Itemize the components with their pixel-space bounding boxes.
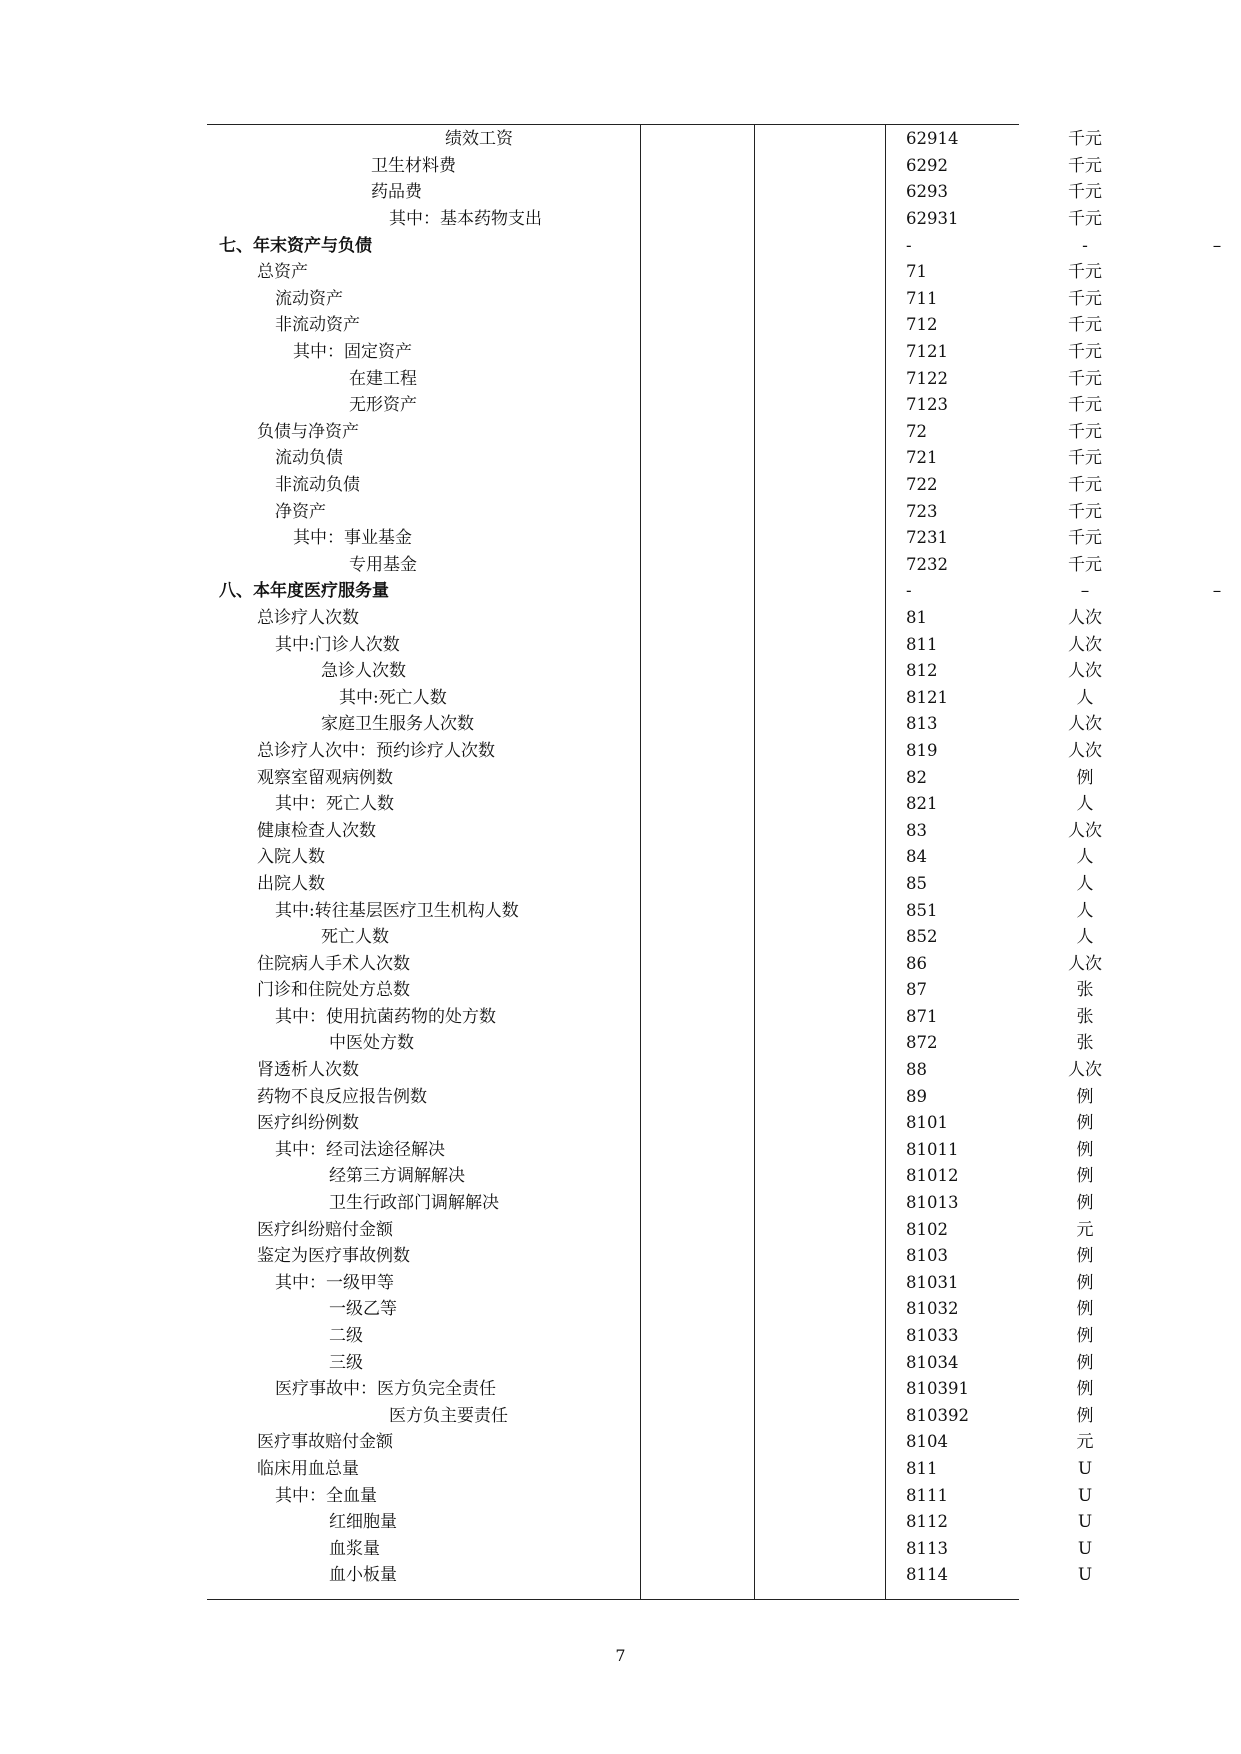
row-name: 净资产 [275, 501, 326, 522]
table-row [207, 339, 1241, 366]
row-extra [1150, 1562, 1241, 1589]
row-unit: 人 [1076, 900, 1094, 921]
row-unit: 千元 [1068, 368, 1102, 389]
table-row [207, 658, 1241, 685]
row-extra [1150, 419, 1241, 446]
table-row [207, 1323, 1241, 1350]
row-extra [1150, 605, 1241, 632]
row-extra [1150, 844, 1241, 871]
row-extra [1150, 977, 1241, 1004]
row-extra [1150, 1190, 1241, 1217]
table-row [207, 552, 1241, 579]
row-extra [1150, 1163, 1241, 1190]
row-code: 62914 [906, 129, 959, 149]
table-row [207, 259, 1241, 286]
row-code: 851 [906, 900, 938, 920]
row-name: 绩效工资 [445, 129, 513, 150]
row-unit: 人 [1076, 687, 1094, 708]
table-row [207, 684, 1241, 711]
row-name: 流动负债 [275, 448, 343, 469]
row-unit: 千元 [1068, 288, 1102, 309]
table-bottom-rule [207, 1599, 1019, 1600]
row-code: 7121 [906, 342, 948, 362]
table-row [207, 1216, 1241, 1243]
row-code: 6293 [906, 182, 948, 202]
row-code: 81012 [906, 1166, 959, 1186]
row-name: 其中:死亡人数 [339, 687, 447, 708]
row-code: 81011 [906, 1139, 959, 1159]
table-row [207, 498, 1241, 525]
table-row [207, 525, 1241, 552]
row-unit: - [1082, 235, 1088, 256]
row-extra [1150, 525, 1241, 552]
row-unit: 人次 [1068, 607, 1102, 628]
row-code: 81034 [906, 1352, 959, 1372]
table-row [207, 1429, 1241, 1456]
row-name: 其中:门诊人次数 [275, 634, 400, 655]
row-name: 门诊和住院处方总数 [257, 980, 410, 1001]
row-name: 其中：固定资产 [293, 342, 412, 363]
row-code: 88 [906, 1060, 927, 1080]
row-extra [1150, 339, 1241, 366]
row-unit: 例 [1076, 1246, 1094, 1267]
row-name: 出院人数 [257, 873, 325, 894]
row-name: 药物不良反应报告例数 [257, 1086, 427, 1107]
row-extra [1150, 738, 1241, 765]
table-row [207, 871, 1241, 898]
table-row [207, 286, 1241, 313]
row-extra [1150, 684, 1241, 711]
row-name: 住院病人手术人次数 [257, 953, 410, 974]
row-name: 卫生材料费 [371, 155, 456, 176]
row-extra [1150, 1296, 1241, 1323]
statistics-table [207, 124, 1222, 1600]
row-extra [1150, 179, 1241, 206]
row-name: 非流动负债 [275, 475, 360, 496]
row-code: 8112 [906, 1512, 948, 1532]
row-name: 医方负主要责任 [389, 1405, 508, 1426]
row-extra [1150, 552, 1241, 579]
row-extra [1150, 1482, 1241, 1509]
row-code: 8113 [906, 1538, 948, 1558]
row-unit: 人 [1076, 927, 1094, 948]
row-unit: 例 [1076, 1113, 1094, 1134]
row-name: 鉴定为医疗事故例数 [257, 1246, 410, 1267]
row-name: 在建工程 [349, 368, 417, 389]
row-code: 810392 [906, 1405, 969, 1425]
row-unit: 例 [1076, 1326, 1094, 1347]
row-code: 87 [906, 980, 927, 1000]
row-name: 医疗纠纷例数 [257, 1113, 359, 1134]
row-name: 其中：一级甲等 [275, 1272, 394, 1293]
row-unit: 人 [1076, 794, 1094, 815]
row-code: 721 [906, 448, 938, 468]
row-name: 家庭卫生服务人次数 [321, 714, 474, 735]
table-row [207, 419, 1241, 446]
table-row [207, 1083, 1241, 1110]
row-extra [1150, 1137, 1241, 1164]
row-extra [1150, 206, 1241, 233]
row-name: 血小板量 [329, 1565, 397, 1586]
row-unit: 例 [1076, 1139, 1094, 1160]
row-code: 8101 [906, 1113, 948, 1133]
row-extra [1150, 631, 1241, 658]
row-unit: U [1077, 1538, 1093, 1559]
table-row [207, 1376, 1241, 1403]
table-row [207, 711, 1241, 738]
row-unit: 千元 [1068, 554, 1102, 575]
row-code: 8114 [906, 1565, 948, 1585]
row-unit: 人次 [1068, 820, 1102, 841]
row-code: 852 [906, 927, 938, 947]
row-name: 卫生行政部门调解解决 [329, 1193, 499, 1214]
row-code: - [906, 235, 912, 255]
table-row [207, 1137, 1241, 1164]
table-row [207, 312, 1241, 339]
row-code: 813 [906, 714, 938, 734]
row-unit: 人 [1076, 873, 1094, 894]
row-code: 86 [906, 953, 927, 973]
table-row [207, 1190, 1241, 1217]
row-code: 72 [906, 421, 927, 441]
row-name: 观察室留观病例数 [257, 767, 393, 788]
row-extra [1150, 817, 1241, 844]
row-extra [1150, 1376, 1241, 1403]
section-row [207, 578, 1241, 605]
table-row [207, 605, 1241, 632]
row-name: 健康检查人次数 [257, 820, 376, 841]
row-code: 81033 [906, 1326, 959, 1346]
row-extra [1150, 153, 1241, 180]
row-unit: 千元 [1068, 421, 1102, 442]
row-unit: 千元 [1068, 315, 1102, 336]
row-code: 8111 [906, 1485, 948, 1505]
row-extra [1150, 1403, 1241, 1430]
table-row [207, 445, 1241, 472]
row-extra [1150, 711, 1241, 738]
row-code: 8121 [906, 687, 948, 707]
row-name: 经第三方调解解决 [329, 1166, 465, 1187]
row-name: 其中：经司法途径解决 [275, 1139, 445, 1160]
row-extra: – [1212, 235, 1222, 256]
row-unit: 千元 [1068, 528, 1102, 549]
row-unit: 张 [1076, 980, 1094, 1001]
row-unit: 例 [1076, 1405, 1094, 1426]
row-name: 中医处方数 [329, 1033, 414, 1054]
row-name: 急诊人次数 [321, 661, 406, 682]
row-name: 其中：全血量 [275, 1485, 377, 1506]
row-unit: 千元 [1068, 262, 1102, 283]
row-unit: 人次 [1068, 953, 1102, 974]
row-extra [1150, 259, 1241, 286]
row-name: 医疗纠纷赔付金额 [257, 1219, 393, 1240]
row-unit: 例 [1076, 1299, 1094, 1320]
row-code: 8102 [906, 1219, 948, 1239]
table-row [207, 1296, 1241, 1323]
row-unit: 人次 [1068, 714, 1102, 735]
row-name: 无形资产 [349, 395, 417, 416]
row-name: 血浆量 [329, 1538, 380, 1559]
row-code: 8104 [906, 1432, 948, 1452]
row-code: 722 [906, 475, 938, 495]
row-extra [1150, 1349, 1241, 1376]
row-code: 83 [906, 820, 927, 840]
table-row [207, 1349, 1241, 1376]
row-unit: 例 [1076, 1086, 1094, 1107]
row-extra [1150, 1083, 1241, 1110]
row-code: 7123 [906, 395, 948, 415]
row-code: 871 [906, 1006, 938, 1026]
row-extra [1150, 871, 1241, 898]
table-row [207, 950, 1241, 977]
row-name: 红细胞量 [329, 1512, 397, 1533]
row-extra [1150, 498, 1241, 525]
row-code: 81031 [906, 1272, 959, 1292]
row-name: 临床用血总量 [257, 1458, 359, 1479]
row-unit: 千元 [1068, 475, 1102, 496]
row-extra [1150, 312, 1241, 339]
row-name: 负债与净资产 [257, 421, 359, 442]
row-unit: 元 [1076, 1432, 1094, 1453]
row-code: 712 [906, 315, 938, 335]
table-row [207, 1403, 1241, 1430]
table-row [207, 1110, 1241, 1137]
row-extra [1150, 1057, 1241, 1084]
row-name: 总诊疗人次中：预约诊疗人次数 [257, 740, 495, 761]
row-extra [1150, 472, 1241, 499]
row-code: 872 [906, 1033, 938, 1053]
table-row [207, 179, 1241, 206]
row-unit: 张 [1076, 1033, 1094, 1054]
row-unit: 例 [1076, 1352, 1094, 1373]
section-row [207, 232, 1241, 259]
table-row [207, 817, 1241, 844]
row-unit: U [1077, 1565, 1093, 1586]
row-unit: – [1080, 581, 1090, 602]
row-code: 84 [906, 847, 927, 867]
row-code: 723 [906, 501, 938, 521]
row-extra [1150, 791, 1241, 818]
row-name: 药品费 [371, 182, 422, 203]
row-unit: 人次 [1068, 661, 1102, 682]
table-row [207, 977, 1241, 1004]
row-name: 死亡人数 [321, 927, 389, 948]
row-extra [1150, 1243, 1241, 1270]
row-code: 7122 [906, 368, 948, 388]
row-name: 总诊疗人次数 [257, 607, 359, 628]
table-row [207, 126, 1241, 153]
row-extra [1150, 126, 1241, 153]
row-name: 肾透析人次数 [257, 1060, 359, 1081]
table-row [207, 206, 1241, 233]
row-name: 八、本年度医疗服务量 [219, 581, 389, 602]
row-code: 71 [906, 262, 927, 282]
row-unit: 人次 [1068, 634, 1102, 655]
row-name: 医疗事故中：医方负完全责任 [275, 1379, 496, 1400]
row-code: 811 [906, 634, 938, 654]
row-name: 其中：使用抗菌药物的处方数 [275, 1006, 496, 1027]
row-unit: 张 [1076, 1006, 1094, 1027]
row-name: 流动资产 [275, 288, 343, 309]
table-row [207, 472, 1241, 499]
row-extra [1150, 658, 1241, 685]
table-row [207, 1057, 1241, 1084]
row-extra [1150, 1456, 1241, 1483]
row-unit: 千元 [1068, 155, 1102, 176]
row-unit: 例 [1076, 767, 1094, 788]
row-unit: 千元 [1068, 209, 1102, 230]
row-extra [1150, 445, 1241, 472]
row-code: 89 [906, 1086, 927, 1106]
table-row [207, 764, 1241, 791]
row-name: 其中:转往基层医疗卫生机构人数 [275, 900, 519, 921]
row-unit: U [1077, 1458, 1093, 1479]
table-row [207, 1270, 1241, 1297]
row-code: 85 [906, 873, 927, 893]
row-code: 81013 [906, 1193, 959, 1213]
row-code: 810391 [906, 1379, 969, 1399]
table-row [207, 1456, 1241, 1483]
table-top-rule [207, 124, 1019, 125]
row-code: 812 [906, 661, 938, 681]
row-extra [1150, 1110, 1241, 1137]
row-extra [1150, 1004, 1241, 1031]
table-row [207, 153, 1241, 180]
row-extra [1150, 1030, 1241, 1057]
row-name: 七、年末资产与负债 [219, 235, 372, 256]
row-unit: 千元 [1068, 182, 1102, 203]
table-row [207, 924, 1241, 951]
row-code: 819 [906, 740, 938, 760]
row-code: 711 [906, 288, 938, 308]
row-code: 8103 [906, 1246, 948, 1266]
row-unit: 千元 [1068, 129, 1102, 150]
row-code: 6292 [906, 155, 948, 175]
row-code: 7232 [906, 554, 948, 574]
row-extra [1150, 1216, 1241, 1243]
row-extra [1150, 392, 1241, 419]
row-extra [1150, 1323, 1241, 1350]
row-name: 其中：死亡人数 [275, 794, 394, 815]
row-code: 62931 [906, 209, 959, 229]
row-name: 专用基金 [349, 554, 417, 575]
row-extra [1150, 1535, 1241, 1562]
row-unit: 人次 [1068, 740, 1102, 761]
row-unit: 人次 [1068, 1060, 1102, 1081]
row-code: 811 [906, 1458, 938, 1478]
row-unit: 例 [1076, 1193, 1094, 1214]
row-unit: 千元 [1068, 501, 1102, 522]
row-name: 总资产 [257, 262, 308, 283]
page-number: 7 [615, 1646, 626, 1665]
row-extra [1150, 897, 1241, 924]
table-body [207, 126, 1241, 1589]
row-code: 821 [906, 794, 938, 814]
table-row [207, 1243, 1241, 1270]
row-name: 入院人数 [257, 847, 325, 868]
row-extra [1150, 286, 1241, 313]
row-unit: 千元 [1068, 448, 1102, 469]
table-row [207, 392, 1241, 419]
row-unit: 元 [1076, 1219, 1094, 1240]
table-row [207, 844, 1241, 871]
row-unit: 例 [1076, 1272, 1094, 1293]
row-code: 81 [906, 607, 927, 627]
table-row [207, 1509, 1241, 1536]
row-name: 二级 [329, 1326, 363, 1347]
row-name: 一级乙等 [329, 1299, 397, 1320]
row-unit: 例 [1076, 1379, 1094, 1400]
row-code: - [906, 581, 912, 601]
row-name: 三级 [329, 1352, 363, 1373]
table-row [207, 897, 1241, 924]
row-name: 医疗事故赔付金额 [257, 1432, 393, 1453]
table-row [207, 1535, 1241, 1562]
table-row [207, 1163, 1241, 1190]
row-extra [1150, 365, 1241, 392]
row-code: 7231 [906, 528, 948, 548]
row-name: 非流动资产 [275, 315, 360, 336]
row-name: 其中：事业基金 [293, 528, 412, 549]
row-extra [1150, 950, 1241, 977]
row-extra [1150, 924, 1241, 951]
table-row [207, 365, 1241, 392]
row-unit: 千元 [1068, 395, 1102, 416]
row-extra [1150, 1429, 1241, 1456]
row-unit: 人 [1076, 847, 1094, 868]
row-unit: 例 [1076, 1166, 1094, 1187]
row-extra: – [1212, 581, 1222, 602]
row-unit: U [1077, 1485, 1093, 1506]
row-unit: U [1077, 1512, 1093, 1533]
row-code: 82 [906, 767, 927, 787]
table-row [207, 631, 1241, 658]
table-row [207, 1562, 1241, 1589]
row-unit: 千元 [1068, 342, 1102, 363]
row-name: 其中：基本药物支出 [389, 209, 542, 230]
table-row [207, 1482, 1241, 1509]
row-extra [1150, 764, 1241, 791]
table-row [207, 738, 1241, 765]
table-row [207, 1030, 1241, 1057]
row-extra [1150, 1270, 1241, 1297]
row-code: 81032 [906, 1299, 959, 1319]
table-row [207, 791, 1241, 818]
table-row [207, 1004, 1241, 1031]
row-extra [1150, 1509, 1241, 1536]
